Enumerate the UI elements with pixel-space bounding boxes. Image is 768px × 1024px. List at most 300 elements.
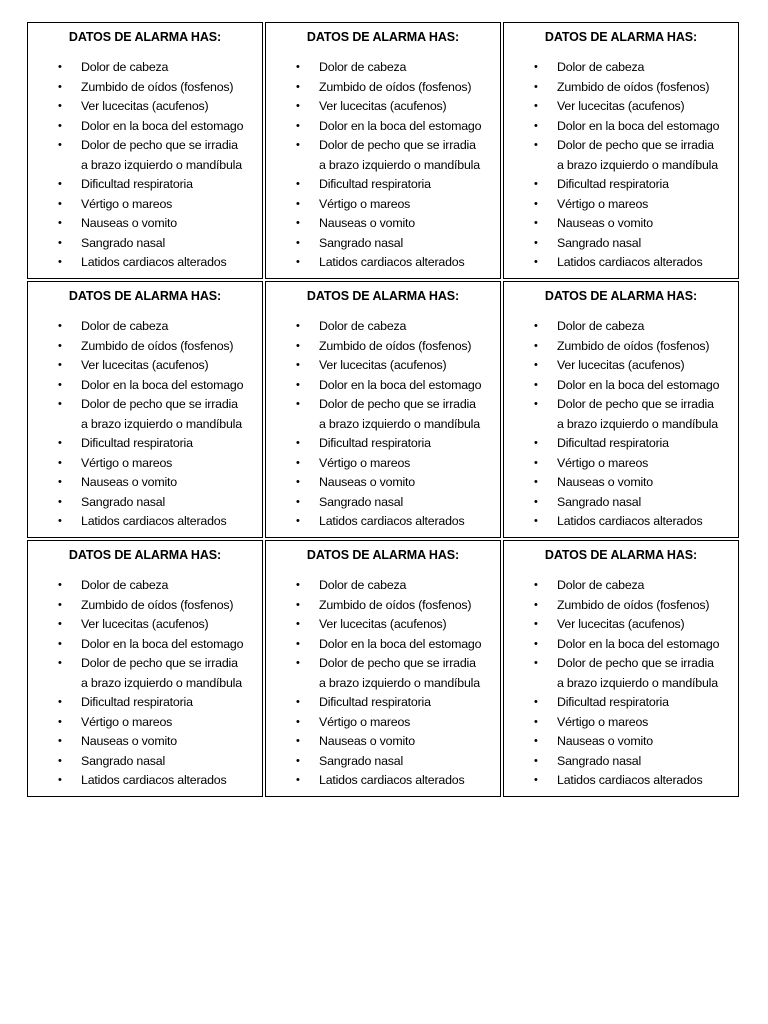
bullet-icon: • — [296, 378, 300, 391]
symptom-list — [28, 58, 262, 273]
bullet-icon: • — [58, 598, 62, 611]
symptom-text: Dolor de pecho que se irradia — [81, 656, 238, 670]
bullet-icon: • — [534, 119, 538, 132]
bullet-icon: • — [534, 476, 538, 488]
symptom-text: Latidos cardiacos alterados — [81, 514, 227, 528]
symptom-text: a brazo izquierdo o mandíbula — [557, 675, 718, 690]
bullet-icon: • — [296, 100, 300, 112]
symptom-text: Vértigo o mareos — [319, 455, 411, 470]
bullet-icon: • — [534, 715, 538, 728]
symptom-text: Dolor de cabeza — [557, 60, 645, 74]
symptom-item — [266, 635, 500, 655]
bullet-icon: • — [534, 515, 538, 527]
alarm-card — [27, 22, 263, 279]
symptom-item — [28, 214, 262, 234]
symptom-list — [504, 58, 738, 273]
bullet-icon: • — [534, 378, 538, 391]
symptom-text: Zumbido de oídos (fosfenos) — [319, 338, 472, 353]
bullet-icon: • — [58, 476, 62, 488]
symptom-text: Dificultad respiratoria — [319, 695, 431, 709]
bullet-icon: • — [58, 119, 62, 132]
symptom-text: Ver lucecitas (acufenos) — [319, 358, 447, 372]
bullet-icon: • — [58, 495, 62, 508]
bullet-icon: • — [296, 119, 300, 132]
symptom-text: Ver lucecitas (acufenos) — [557, 358, 685, 372]
symptom-text: Sangrado nasal — [81, 494, 166, 509]
bullet-icon: • — [58, 139, 62, 151]
symptom-text: Nauseas o vomito — [557, 734, 653, 748]
bullet-icon: • — [296, 598, 300, 611]
symptom-item — [504, 356, 738, 376]
symptom-list — [266, 317, 500, 532]
bullet-icon: • — [534, 359, 538, 371]
bullet-icon: • — [296, 754, 300, 767]
symptom-text: Zumbido de oídos (fosfenos) — [81, 79, 234, 94]
symptom-text: Vértigo o mareos — [81, 455, 173, 470]
symptom-text: a brazo izquierdo o mandíbula — [81, 416, 242, 431]
symptom-item — [504, 596, 738, 616]
symptom-text: Dolor de cabeza — [319, 60, 407, 74]
symptom-text: Dolor en la boca del estomago — [81, 118, 244, 133]
symptom-text: Dolor en la boca del estomago — [319, 636, 482, 651]
symptom-item — [28, 175, 262, 195]
bullet-icon: • — [296, 495, 300, 508]
symptom-item — [28, 395, 262, 434]
symptom-text: Dolor de pecho que se irradia — [81, 397, 238, 411]
symptom-item — [504, 693, 738, 713]
symptom-item — [504, 771, 738, 791]
symptom-text: Dolor de pecho que se irradia — [557, 397, 714, 411]
bullet-icon: • — [296, 339, 300, 352]
symptom-text: Vértigo o mareos — [557, 455, 649, 470]
alarm-card — [265, 281, 501, 538]
bullet-icon: • — [534, 618, 538, 630]
symptom-item — [504, 512, 738, 532]
symptom-text: Dolor de cabeza — [319, 319, 407, 333]
bullet-icon: • — [296, 735, 300, 747]
symptom-text: Dificultad respiratoria — [81, 695, 193, 709]
bullet-icon: • — [58, 100, 62, 112]
bullet-icon: • — [58, 637, 62, 650]
bullet-icon: • — [534, 100, 538, 112]
symptom-item — [504, 136, 738, 175]
bullet-icon: • — [296, 359, 300, 371]
symptom-item — [28, 337, 262, 357]
card-title: DATOS DE ALARMA HAS: — [544, 289, 698, 303]
alarm-card — [27, 540, 263, 797]
symptom-item — [504, 395, 738, 434]
bullet-icon: • — [534, 579, 538, 591]
symptom-item — [266, 713, 500, 733]
bullet-icon: • — [296, 696, 300, 708]
symptom-item — [266, 771, 500, 791]
symptom-text: Zumbido de oídos (fosfenos) — [81, 338, 234, 353]
symptom-text: Dolor de cabeza — [319, 578, 407, 592]
bullet-icon: • — [296, 217, 300, 229]
bullet-icon: • — [58, 178, 62, 190]
symptom-text: Dolor de pecho que se irradia — [557, 138, 714, 152]
bullet-icon: • — [534, 197, 538, 210]
symptom-item — [28, 117, 262, 137]
symptom-item — [266, 97, 500, 117]
symptom-item — [504, 97, 738, 117]
symptom-text: Ver lucecitas (acufenos) — [81, 617, 209, 631]
symptom-item — [266, 58, 500, 78]
symptom-text: Dolor de pecho que se irradia — [81, 138, 238, 152]
symptom-text: Sangrado nasal — [81, 753, 166, 768]
symptom-text: Dolor de pecho que se irradia — [319, 397, 476, 411]
symptom-text: Dificultad respiratoria — [81, 436, 193, 450]
symptom-text: a brazo izquierdo o mandíbula — [319, 416, 480, 431]
symptom-item — [266, 473, 500, 493]
symptom-item — [504, 752, 738, 772]
bullet-icon: • — [534, 598, 538, 611]
symptom-item — [504, 473, 738, 493]
symptom-text: Dificultad respiratoria — [319, 436, 431, 450]
symptom-item — [28, 752, 262, 772]
symptom-item — [504, 454, 738, 474]
symptom-text: Nauseas o vomito — [81, 216, 177, 230]
symptom-text: a brazo izquierdo o mandíbula — [557, 416, 718, 431]
symptom-text: Dolor de pecho que se irradia — [319, 138, 476, 152]
card-title: DATOS DE ALARMA HAS: — [306, 548, 460, 562]
symptom-text: Nauseas o vomito — [319, 475, 415, 489]
bullet-icon: • — [58, 339, 62, 352]
symptom-text: Latidos cardiacos alterados — [81, 255, 227, 269]
alarm-card — [265, 22, 501, 279]
symptom-item — [504, 234, 738, 254]
bullet-icon: • — [296, 579, 300, 591]
symptom-item — [266, 732, 500, 752]
symptom-text: Latidos cardiacos alterados — [557, 255, 703, 269]
bullet-icon: • — [58, 754, 62, 767]
symptom-item — [504, 195, 738, 215]
symptom-text: Dolor en la boca del estomago — [557, 118, 720, 133]
bullet-icon: • — [296, 774, 300, 786]
bullet-icon: • — [534, 139, 538, 151]
bullet-icon: • — [534, 61, 538, 73]
symptom-item — [28, 136, 262, 175]
symptom-item — [28, 576, 262, 596]
symptom-item — [266, 752, 500, 772]
alarm-card — [503, 22, 739, 279]
symptom-item — [28, 356, 262, 376]
symptom-item — [28, 713, 262, 733]
symptom-item — [28, 693, 262, 713]
symptom-item — [504, 78, 738, 98]
bullet-icon: • — [58, 256, 62, 268]
symptom-text: Dolor de cabeza — [81, 319, 169, 333]
symptom-item — [266, 615, 500, 635]
symptom-item — [266, 253, 500, 273]
symptom-item — [504, 635, 738, 655]
bullet-icon: • — [534, 774, 538, 786]
symptom-text: Sangrado nasal — [557, 494, 642, 509]
symptom-text: a brazo izquierdo o mandíbula — [81, 675, 242, 690]
symptom-text: Ver lucecitas (acufenos) — [81, 99, 209, 113]
alarm-card — [503, 281, 739, 538]
symptom-text: Dolor de pecho que se irradia — [557, 656, 714, 670]
symptom-item — [504, 175, 738, 195]
symptom-text: Dificultad respiratoria — [557, 695, 669, 709]
symptom-text: Dolor de cabeza — [557, 319, 645, 333]
cards-sheet — [27, 22, 739, 797]
symptom-item — [504, 713, 738, 733]
bullet-icon: • — [534, 320, 538, 332]
symptom-text: Latidos cardiacos alterados — [319, 773, 465, 787]
symptom-item — [266, 376, 500, 396]
symptom-text: Sangrado nasal — [81, 235, 166, 250]
bullet-icon: • — [58, 236, 62, 249]
symptom-item — [266, 337, 500, 357]
symptom-item — [28, 97, 262, 117]
card-title: DATOS DE ALARMA HAS: — [306, 289, 460, 303]
card-title: DATOS DE ALARMA HAS: — [306, 30, 460, 44]
symptom-item — [266, 195, 500, 215]
bullet-icon: • — [58, 217, 62, 229]
bullet-icon: • — [534, 339, 538, 352]
symptom-list — [266, 576, 500, 791]
symptom-text: Sangrado nasal — [319, 494, 404, 509]
symptom-item — [266, 214, 500, 234]
symptom-text: Sangrado nasal — [319, 235, 404, 250]
card-title: DATOS DE ALARMA HAS: — [68, 30, 222, 44]
symptom-item — [28, 253, 262, 273]
card-title: DATOS DE ALARMA HAS: — [544, 30, 698, 44]
symptom-text: Zumbido de oídos (fosfenos) — [81, 597, 234, 612]
symptom-text: Vértigo o mareos — [557, 196, 649, 211]
symptom-item — [266, 693, 500, 713]
symptom-text: Zumbido de oídos (fosfenos) — [557, 79, 710, 94]
symptom-item — [266, 576, 500, 596]
symptom-item — [504, 376, 738, 396]
symptom-text: Nauseas o vomito — [319, 216, 415, 230]
bullet-icon: • — [534, 217, 538, 229]
bullet-icon: • — [296, 320, 300, 332]
bullet-icon: • — [534, 657, 538, 669]
symptom-text: Latidos cardiacos alterados — [81, 773, 227, 787]
symptom-text: Nauseas o vomito — [557, 216, 653, 230]
symptom-list — [266, 58, 500, 273]
symptom-text: Ver lucecitas (acufenos) — [319, 99, 447, 113]
bullet-icon: • — [58, 618, 62, 630]
symptom-text: Ver lucecitas (acufenos) — [557, 99, 685, 113]
alarm-card — [265, 540, 501, 797]
bullet-icon: • — [534, 754, 538, 767]
symptom-item — [504, 493, 738, 513]
symptom-item — [28, 195, 262, 215]
bullet-icon: • — [534, 495, 538, 508]
bullet-icon: • — [534, 637, 538, 650]
bullet-icon: • — [58, 456, 62, 469]
symptom-list — [504, 317, 738, 532]
bullet-icon: • — [534, 80, 538, 93]
bullet-icon: • — [58, 715, 62, 728]
bullet-icon: • — [296, 178, 300, 190]
symptom-text: Nauseas o vomito — [319, 734, 415, 748]
symptom-text: a brazo izquierdo o mandíbula — [81, 157, 242, 172]
bullet-icon: • — [58, 696, 62, 708]
bullet-icon: • — [58, 437, 62, 449]
symptom-item — [266, 596, 500, 616]
bullet-icon: • — [296, 256, 300, 268]
symptom-list — [504, 576, 738, 791]
bullet-icon: • — [296, 715, 300, 728]
bullet-icon: • — [534, 236, 538, 249]
symptom-item — [504, 732, 738, 752]
card-title: DATOS DE ALARMA HAS: — [68, 548, 222, 562]
symptom-text: Nauseas o vomito — [557, 475, 653, 489]
symptom-text: Latidos cardiacos alterados — [319, 255, 465, 269]
symptom-text: Dificultad respiratoria — [557, 436, 669, 450]
symptom-text: Ver lucecitas (acufenos) — [557, 617, 685, 631]
symptom-text: Vértigo o mareos — [319, 714, 411, 729]
symptom-text: a brazo izquierdo o mandíbula — [319, 675, 480, 690]
bullet-icon: • — [296, 61, 300, 73]
symptom-item — [266, 395, 500, 434]
bullet-icon: • — [296, 139, 300, 151]
bullet-icon: • — [296, 197, 300, 210]
symptom-text: Sangrado nasal — [557, 753, 642, 768]
symptom-item — [28, 635, 262, 655]
bullet-icon: • — [58, 657, 62, 669]
symptom-text: Nauseas o vomito — [81, 734, 177, 748]
bullet-icon: • — [296, 398, 300, 410]
symptom-item — [266, 512, 500, 532]
symptom-item — [266, 434, 500, 454]
symptom-item — [28, 771, 262, 791]
symptom-item — [504, 337, 738, 357]
symptom-item — [504, 654, 738, 693]
symptom-item — [266, 234, 500, 254]
symptom-item — [266, 78, 500, 98]
symptom-item — [504, 117, 738, 137]
symptom-text: Ver lucecitas (acufenos) — [81, 358, 209, 372]
bullet-icon: • — [296, 437, 300, 449]
symptom-text: Dolor de cabeza — [557, 578, 645, 592]
bullet-icon: • — [534, 437, 538, 449]
symptom-item — [28, 434, 262, 454]
bullet-icon: • — [58, 515, 62, 527]
symptom-text: a brazo izquierdo o mandíbula — [319, 157, 480, 172]
bullet-icon: • — [58, 735, 62, 747]
symptom-item — [266, 117, 500, 137]
symptom-text: Dolor en la boca del estomago — [81, 377, 244, 392]
symptom-item — [28, 376, 262, 396]
card-title: DATOS DE ALARMA HAS: — [544, 548, 698, 562]
symptom-text: Zumbido de oídos (fosfenos) — [557, 597, 710, 612]
symptom-item — [504, 615, 738, 635]
symptom-item — [266, 493, 500, 513]
symptom-item — [504, 317, 738, 337]
symptom-item — [28, 317, 262, 337]
symptom-text: Latidos cardiacos alterados — [557, 514, 703, 528]
symptom-item — [28, 654, 262, 693]
symptom-text: Dolor en la boca del estomago — [557, 377, 720, 392]
symptom-item — [28, 473, 262, 493]
symptom-text: Vértigo o mareos — [81, 714, 173, 729]
symptom-text: a brazo izquierdo o mandíbula — [557, 157, 718, 172]
symptom-text: Latidos cardiacos alterados — [557, 773, 703, 787]
symptom-text: Zumbido de oídos (fosfenos) — [319, 79, 472, 94]
bullet-icon: • — [58, 774, 62, 786]
symptom-text: Dolor en la boca del estomago — [81, 636, 244, 651]
symptom-text: Dolor de cabeza — [81, 578, 169, 592]
bullet-icon: • — [58, 398, 62, 410]
bullet-icon: • — [534, 456, 538, 469]
symptom-text: Vértigo o mareos — [81, 196, 173, 211]
symptom-text: Vértigo o mareos — [557, 714, 649, 729]
bullet-icon: • — [58, 197, 62, 210]
symptom-text: Nauseas o vomito — [81, 475, 177, 489]
bullet-icon: • — [58, 378, 62, 391]
symptom-text: Dolor en la boca del estomago — [319, 118, 482, 133]
symptom-item — [28, 234, 262, 254]
symptom-text: Latidos cardiacos alterados — [319, 514, 465, 528]
bullet-icon: • — [58, 320, 62, 332]
bullet-icon: • — [296, 618, 300, 630]
symptom-text: Dolor en la boca del estomago — [319, 377, 482, 392]
bullet-icon: • — [296, 80, 300, 93]
symptom-item — [504, 434, 738, 454]
bullet-icon: • — [534, 696, 538, 708]
symptom-item — [28, 58, 262, 78]
alarm-card — [503, 540, 739, 797]
symptom-item — [28, 732, 262, 752]
symptom-text: Ver lucecitas (acufenos) — [319, 617, 447, 631]
bullet-icon: • — [296, 515, 300, 527]
symptom-list — [28, 317, 262, 532]
symptom-list — [28, 576, 262, 791]
bullet-icon: • — [58, 579, 62, 591]
symptom-text: Vértigo o mareos — [319, 196, 411, 211]
bullet-icon: • — [58, 61, 62, 73]
alarm-card — [27, 281, 263, 538]
symptom-text: Sangrado nasal — [557, 235, 642, 250]
card-title: DATOS DE ALARMA HAS: — [68, 289, 222, 303]
symptom-item — [504, 576, 738, 596]
symptom-item — [266, 654, 500, 693]
symptom-text: Dolor en la boca del estomago — [557, 636, 720, 651]
bullet-icon: • — [534, 398, 538, 410]
symptom-text: Zumbido de oídos (fosfenos) — [557, 338, 710, 353]
bullet-icon: • — [58, 359, 62, 371]
symptom-item — [266, 175, 500, 195]
symptom-item — [28, 493, 262, 513]
symptom-item — [28, 596, 262, 616]
bullet-icon: • — [534, 256, 538, 268]
symptom-item — [266, 356, 500, 376]
bullet-icon: • — [534, 735, 538, 747]
symptom-item — [266, 136, 500, 175]
symptom-item — [28, 512, 262, 532]
symptom-text: Dificultad respiratoria — [557, 177, 669, 191]
symptom-text: Sangrado nasal — [319, 753, 404, 768]
bullet-icon: • — [296, 236, 300, 249]
bullet-icon: • — [58, 80, 62, 93]
bullet-icon: • — [296, 476, 300, 488]
symptom-item — [28, 78, 262, 98]
symptom-item — [28, 454, 262, 474]
bullet-icon: • — [296, 637, 300, 650]
symptom-text: Dolor de pecho que se irradia — [319, 656, 476, 670]
symptom-text: Zumbido de oídos (fosfenos) — [319, 597, 472, 612]
symptom-text: Dolor de cabeza — [81, 60, 169, 74]
symptom-item — [266, 317, 500, 337]
bullet-icon: • — [534, 178, 538, 190]
symptom-item — [266, 454, 500, 474]
bullet-icon: • — [296, 456, 300, 469]
